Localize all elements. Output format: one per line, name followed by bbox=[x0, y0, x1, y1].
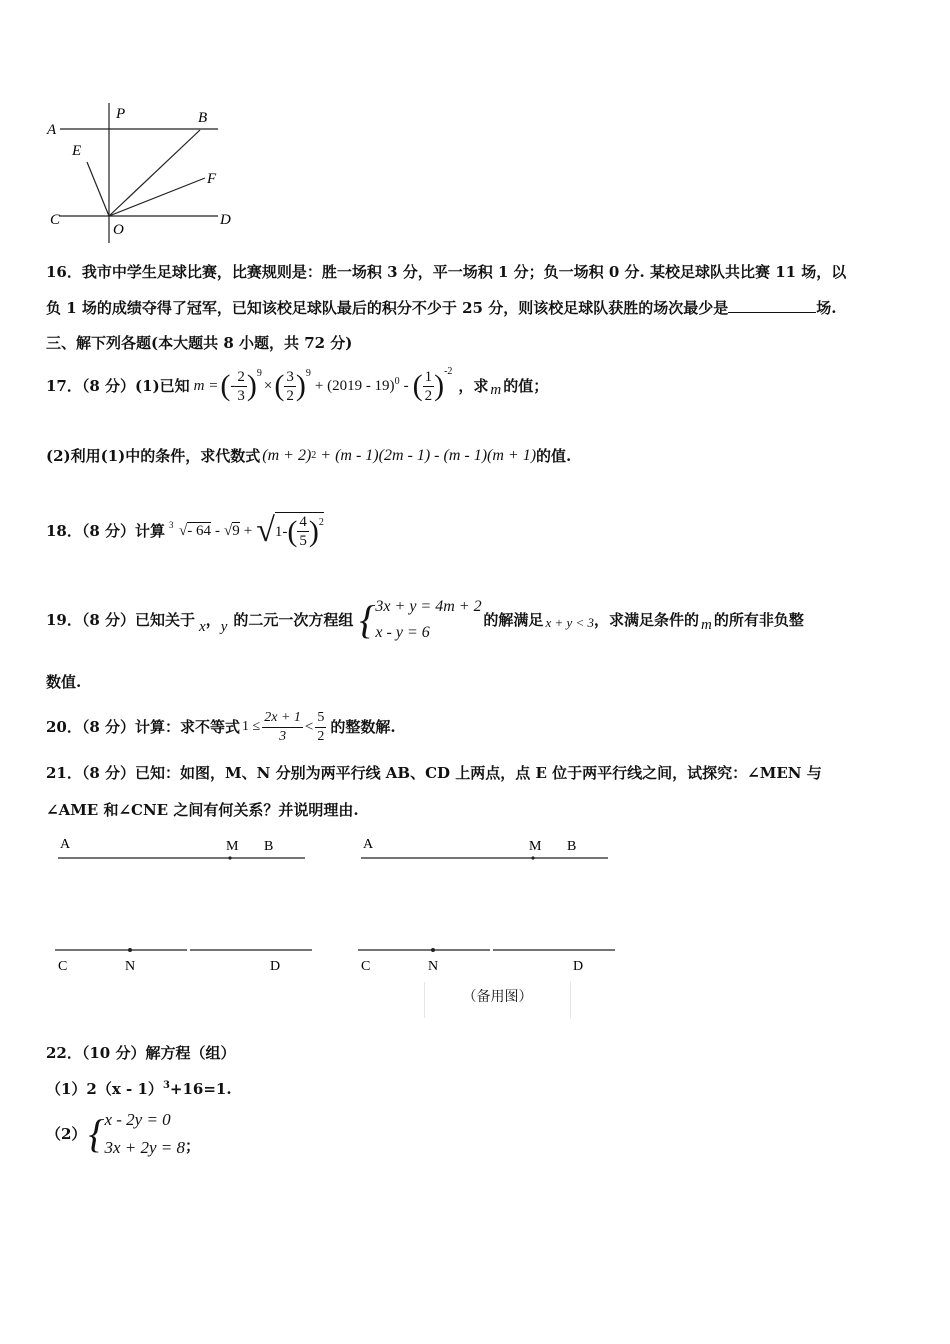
section-heading: 三、解下列各题(本大题共 8 小题，共 72 分) bbox=[46, 334, 353, 352]
label-b: B bbox=[567, 839, 577, 854]
q21-line1: 21．（8 分）已知：如图，M、N 分别为两平行线 AB、CD 上两点，点 E 位于两平行线之间，试探究：∠MEN 与 bbox=[46, 764, 822, 782]
q22-part1 bbox=[46, 1076, 232, 1099]
q19-x: x bbox=[199, 619, 206, 635]
brace-icon: { bbox=[359, 597, 376, 642]
label-c: C bbox=[58, 959, 68, 974]
q18-big-sqrt bbox=[256, 512, 324, 550]
q20-post: 的整数解. bbox=[330, 718, 396, 736]
q17-fraction-3: $\frac{1}{2}$ bbox=[424, 368, 433, 404]
label-b: B bbox=[198, 110, 208, 126]
q19-post: 的所有非负整 bbox=[713, 611, 804, 629]
q18-cbrt-index: 3 bbox=[169, 520, 174, 530]
label-d: D bbox=[220, 212, 231, 228]
q19-line2: 数值. bbox=[46, 673, 82, 691]
q22-eqs bbox=[104, 1106, 185, 1162]
q17-exp9a: 9 bbox=[256, 368, 262, 379]
q18-paren: ( bbox=[287, 514, 298, 548]
q17-p2-prefix: (2)利用(1)中的条件，求代数式 bbox=[46, 447, 261, 465]
label-a: A bbox=[363, 837, 374, 852]
q19-mid: 的二元一次方程组 bbox=[233, 611, 354, 629]
q19-cond: x + y < 3 bbox=[545, 615, 595, 630]
q17-part2 bbox=[46, 446, 571, 466]
q17-p2-sq: 2 bbox=[311, 450, 317, 461]
label-n: N bbox=[125, 959, 136, 974]
ray-of bbox=[109, 178, 205, 216]
label-c: C bbox=[361, 959, 371, 974]
label-b: B bbox=[264, 839, 274, 854]
q18-sqrt-arg: 9 bbox=[232, 523, 240, 539]
q20-fraction-1: $\frac{2x + 1}{3}$ bbox=[264, 709, 301, 744]
q21-line2: ∠AME 和∠CNE 之间有何关系？并说明理由. bbox=[46, 801, 359, 819]
parallel-lines-figure-1 bbox=[50, 830, 320, 980]
q19-mid2: 的解满足 bbox=[483, 611, 544, 629]
q18-sqrt bbox=[224, 521, 240, 541]
ray-ob bbox=[109, 130, 200, 216]
q17-fraction-2: $\frac{3}{2}$ bbox=[286, 368, 294, 404]
q17-paren2: ( bbox=[274, 369, 285, 402]
q18-cbrt-arg: - 64 bbox=[187, 523, 212, 539]
point-n bbox=[431, 948, 435, 952]
q22-semicolon: ； bbox=[184, 1137, 200, 1155]
radical-icon: √ bbox=[256, 512, 275, 549]
label-a: A bbox=[47, 122, 57, 138]
label-d: D bbox=[270, 959, 281, 974]
q17-minus: - bbox=[403, 378, 409, 394]
q19-mid3: ，求满足条件的 bbox=[594, 611, 700, 629]
q18-minus: - bbox=[215, 523, 221, 539]
q18-cbrt bbox=[169, 521, 211, 541]
q19-prefix: 19．（8 分）已知关于 bbox=[46, 611, 196, 629]
ray-oe bbox=[87, 162, 109, 216]
q19 bbox=[46, 580, 804, 660]
q17-fraction-1: $\frac{2}{3}$ bbox=[237, 368, 245, 404]
q22-title: 22．（10 分）解方程（组） bbox=[46, 1044, 236, 1062]
q17-p2-rest: + (m - 1)(2m - 1) - (m - 1)(m + 1) bbox=[320, 447, 537, 464]
q22-p1-post: +16=1. bbox=[169, 1080, 232, 1098]
label-c: C bbox=[50, 212, 61, 228]
label-m: M bbox=[529, 839, 542, 854]
label-f: F bbox=[207, 171, 217, 187]
parallel-lines-figure-2 bbox=[353, 830, 623, 980]
label-e: E bbox=[72, 143, 82, 159]
q16-line2-text: 负 1 场的成绩夺得了冠军，已知该校足球队最后的积分不少于 25 分，则该校足球队获胜的场次最少是 bbox=[46, 299, 729, 317]
q17-exp0: 0 bbox=[394, 376, 400, 387]
label-p: P bbox=[116, 106, 126, 122]
q22-p2-label: （2） bbox=[46, 1125, 87, 1143]
q17-plus-term: + (2019 - 19) bbox=[314, 378, 395, 394]
q19-comma: ， bbox=[205, 611, 221, 629]
q17-part1 bbox=[46, 360, 548, 412]
q19-eqs bbox=[375, 594, 481, 646]
q18-paren-close: ) bbox=[308, 514, 319, 548]
q17-p2-expr: (m + 2) bbox=[262, 447, 312, 464]
q16-line1: 16．我市中学生足球比赛，比赛规则是：胜一场积 3 分，平一场积 1 分；负一场积 0 分. 某校足球队共比赛 11 场，以 bbox=[46, 263, 847, 281]
q18-sqrt-body bbox=[275, 512, 324, 550]
radical-icon: √ bbox=[224, 523, 233, 539]
point-m bbox=[531, 856, 534, 859]
q17-end: 的值； bbox=[503, 377, 549, 395]
q22-part2 bbox=[46, 1104, 200, 1164]
label-m: M bbox=[226, 839, 239, 854]
q17-paren2-close: ) bbox=[295, 369, 306, 402]
q17-paren1-close: ) bbox=[246, 369, 257, 402]
q17-f1-sign: - bbox=[230, 378, 236, 394]
q17-p2-post: 的值. bbox=[536, 447, 572, 465]
q17-exp-neg2: -2 bbox=[444, 366, 453, 377]
q19-system bbox=[359, 594, 483, 646]
q16-line2-end: 场. bbox=[816, 299, 837, 317]
q18-fraction: $\frac{4}{5}$ bbox=[299, 514, 307, 549]
q20-ineq-left: 1 ≤ bbox=[242, 719, 261, 734]
q17-m-var: m bbox=[490, 382, 502, 398]
q17-paren3-close: ) bbox=[434, 369, 445, 402]
q17-prefix: 17．（8 分）(1)已知 bbox=[46, 377, 190, 395]
q17-exp9b: 9 bbox=[305, 368, 311, 379]
q18 bbox=[46, 500, 324, 562]
q20-lt: < bbox=[304, 719, 314, 735]
q17-ask: ，求 bbox=[458, 377, 489, 395]
backup-figure-caption bbox=[424, 982, 571, 1018]
q22-eq1: x - 2y = 0 bbox=[104, 1110, 171, 1129]
q19-eq2: x - y = 6 bbox=[375, 624, 430, 641]
q18-sq: 2 bbox=[318, 517, 324, 528]
q17-m-eq: m = bbox=[193, 378, 219, 394]
q19-y: y bbox=[220, 619, 228, 635]
radical-icon: √ bbox=[179, 523, 188, 539]
q16-line2 bbox=[46, 298, 836, 318]
q18-inner: 1- bbox=[274, 523, 288, 540]
label-n: N bbox=[428, 959, 439, 974]
q19-eq1: 3x + y = 4m + 2 bbox=[375, 598, 482, 615]
q17-paren3: ( bbox=[412, 369, 423, 402]
q17-times: × bbox=[263, 378, 273, 394]
geometry-figure-top bbox=[40, 98, 250, 248]
q22-p1-exp: 3 bbox=[162, 1080, 170, 1091]
q17-paren1: ( bbox=[220, 369, 231, 402]
label-d: D bbox=[573, 959, 584, 974]
backup-label: （备用图） bbox=[462, 989, 533, 1005]
q20 bbox=[46, 704, 396, 750]
q22-eq2: 3x + 2y = 8 bbox=[104, 1138, 185, 1157]
q22-system bbox=[88, 1106, 185, 1162]
label-o: O bbox=[113, 222, 124, 238]
q18-plus: + bbox=[243, 523, 253, 539]
label-a: A bbox=[60, 837, 71, 852]
q19-m: m bbox=[701, 617, 712, 633]
q18-prefix: 18．（8 分）计算 bbox=[46, 522, 166, 540]
brace-icon: { bbox=[88, 1111, 105, 1156]
answer-blank[interactable] bbox=[728, 298, 816, 313]
q22-p1-pre: （1）2（x - 1） bbox=[46, 1080, 163, 1098]
q20-prefix: 20．（8 分）计算：求不等式 bbox=[46, 718, 241, 736]
q20-fraction-2: $\frac{5}{2}$ bbox=[317, 709, 325, 744]
point-m bbox=[228, 856, 231, 859]
point-n bbox=[128, 948, 132, 952]
